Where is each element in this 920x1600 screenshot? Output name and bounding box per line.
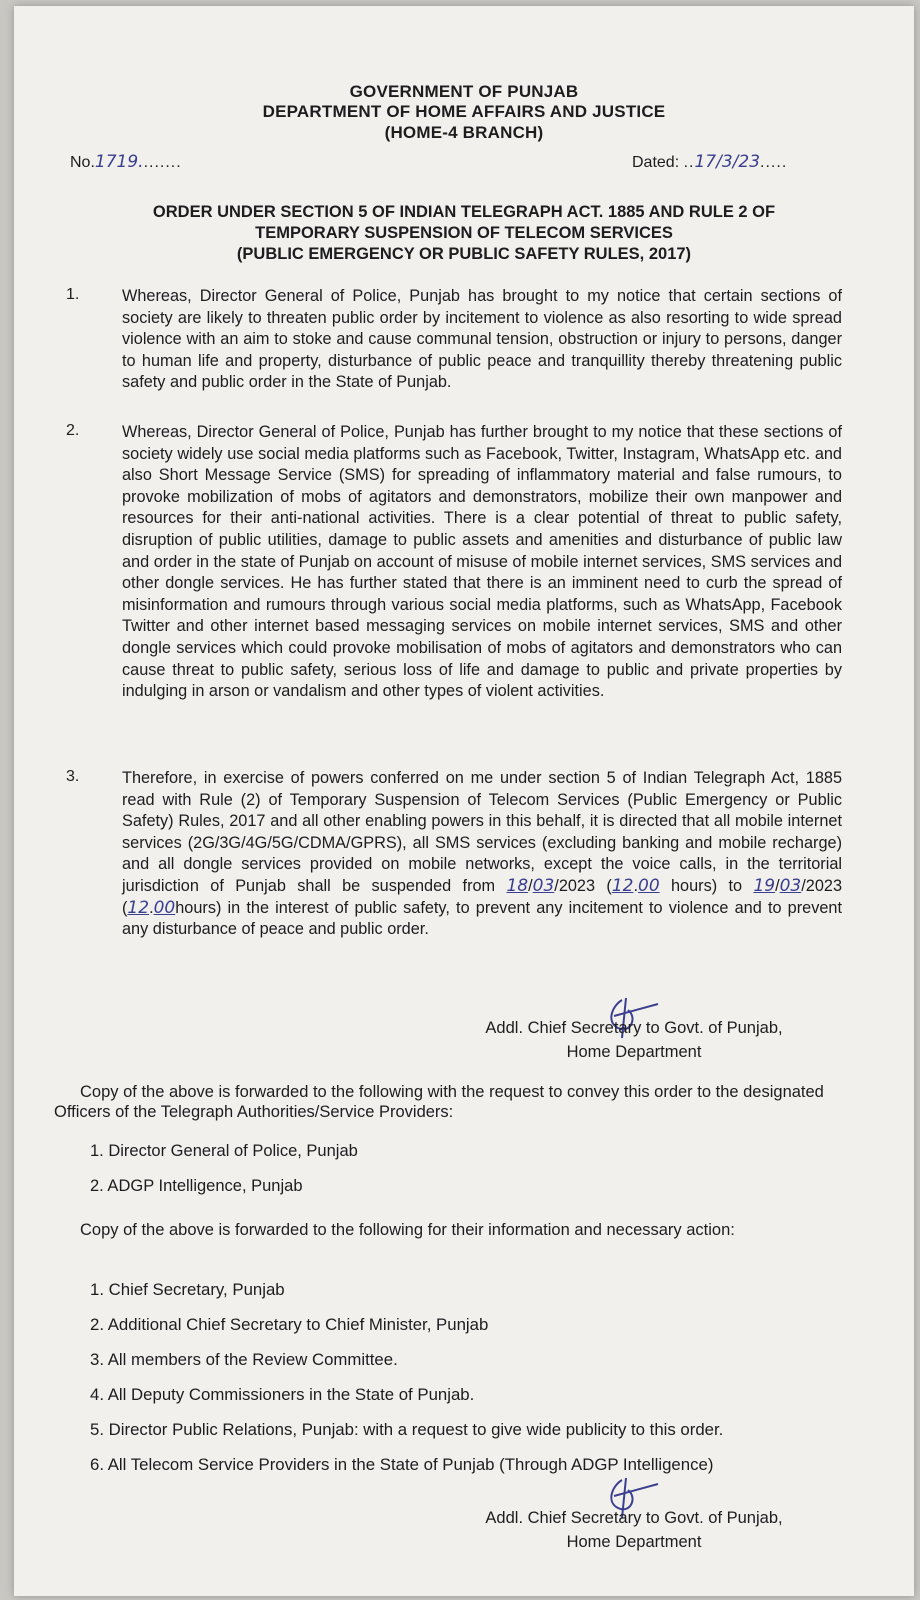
- copy-1-intro: Copy of the above is forwarded to the following with the request to convey this order to the designated Officers of the Telegraph Authorities/Service Providers:: [54, 1083, 824, 1121]
- paragraph-1: Whereas, Director General of Police, Punjab has brought to my notice that certain sections of society are likely to threaten public order by incitement to violence as also resorting to wide spread violence with an aim to stoke and cause communal tension, obstruction or injury to persons, danger to human life and property, disturbance of public peace and tranquillity thereby threatening public safety and public order in the State of Punjab.: [122, 287, 842, 392]
- document-page: [14, 6, 914, 1596]
- header-department: DEPARTMENT OF HOME AFFAIRS AND JUSTICE: [262, 102, 666, 121]
- paragraph-3-number: 3.: [66, 768, 80, 785]
- list-item: 1. Director General of Police, Punjab: [90, 1142, 358, 1160]
- list-item: 6. All Telecom Service Providers in the State of Punjab (Through ADGP Intelligence): [90, 1455, 714, 1474]
- paragraph-1-number: 1.: [66, 286, 80, 303]
- list-item: 1. Chief Secretary, Punjab: [90, 1280, 285, 1299]
- suspension-from-minute: 00: [638, 875, 660, 896]
- signature-block-2: [444, 1506, 824, 1554]
- suspension-to-month: 03: [779, 875, 802, 896]
- suspension-from-month: 03: [532, 875, 555, 896]
- order-title-line-1: ORDER UNDER SECTION 5 OF INDIAN TELEGRAPH ACT. 1885 AND RULE 2 OF: [152, 203, 776, 221]
- copy-2-intro: Copy of the above is forwarded to the following for their information and necessary action:: [80, 1221, 735, 1239]
- date-label: Dated:: [632, 154, 680, 171]
- paragraph-2-number: 2.: [66, 422, 80, 439]
- list-item: 4. All Deputy Commissioners in the State of Punjab.: [90, 1385, 475, 1404]
- reference-number-label: No.: [70, 154, 95, 171]
- suspension-from-hour: 12: [611, 875, 634, 896]
- list-item: 3. All members of the Review Committee.: [90, 1350, 398, 1369]
- date-line: Dated: ..17/3/23.....: [632, 152, 788, 172]
- paragraph-3: Therefore, in exercise of powers conferred on me under section 5 of Indian Telegraph Act, 1885 read with Rule (2) of Temporary Suspension of Telecom Services (Public Emergency or Public Safety) Rules, 2017 and all other enabling powers in this behalf, it is directed that all mobile internet services (2G/3G/4G/5G/CDMA/GPRS), all SMS services (excluding banking and mobile recharge) and all dongle services provided on mobile networks, except the voice calls, in the territorial jurisdiction of Punjab shall be suspended from 18/03/2023 (12.00 hours) to 19/03/2023 (12.00hours) in the interest of public safety, to prevent any incitement to violence and to prevent any disturbance of peace and public order.: [122, 769, 842, 939]
- date-value: 17/3/23: [694, 152, 761, 172]
- suspension-to-hour: 12: [127, 897, 150, 918]
- signature-1-department: Home Department: [566, 1043, 702, 1061]
- suspension-to-minute: 00: [153, 897, 176, 918]
- list-item: 2. ADGP Intelligence, Punjab: [90, 1177, 303, 1195]
- suspension-from-day: 18: [506, 875, 529, 896]
- copy-2-list: [90, 1280, 723, 1490]
- header-government: GOVERNMENT OF PUNJAB: [349, 82, 579, 101]
- list-item: 2. Additional Chief Secretary to Chief Minister, Punjab: [90, 1315, 489, 1334]
- copy-1-list: [90, 1142, 358, 1212]
- reference-number: No.1719........: [70, 152, 182, 172]
- signature-2-department: Home Department: [566, 1533, 702, 1551]
- signature-block-1: [444, 1016, 824, 1064]
- order-title-line-2: TEMPORARY SUSPENSION OF TELECOM SERVICES: [255, 224, 673, 242]
- list-item: 5. Director Public Relations, Punjab: with a request to give wide publicity to this order.: [90, 1420, 724, 1439]
- order-title-line-3: (PUBLIC EMERGENCY OR PUBLIC SAFETY RULES, 2017): [236, 245, 692, 263]
- header-branch: (HOME-4 BRANCH): [384, 123, 544, 142]
- suspension-to-day: 19: [753, 875, 776, 896]
- reference-number-value: 1719.: [94, 152, 144, 172]
- paragraph-2: Whereas, Director General of Police, Punjab has further brought to my notice that these sections of society widely use social media platforms such as Facebook, Twitter, Instagram, WhatsApp etc. and also Short Message Service (SMS) for spreading of inflammatory material and false rumours, to provoke mobilization of mobs of agitators and demonstrators, mobilize their own manpower and resources for their anti-national activities. There is a clear potential of threat to public safety, disruption of public utilities, damage to public assets and amenities and disturbance of public law and order in the state of Punjab on account of misuse of mobile internet services, SMS services and other dongle services. He has further stated that there is an imminent need to curb the spread of misinformation and rumours through various social media platforms, such as WhatsApp, Facebook Twitter and other internet based messaging services on mobile internet services, SMS and other dongle services which could provoke mobilisation of mobs of agitators and demonstrators who can cause threat to public safety, serious loss of life and damage to public and private properties by indulging in arson or vandalism and other types of violent activities.: [122, 423, 842, 701]
- signature-2-title: Addl. Chief Secretary to Govt. of Punjab,: [485, 1509, 783, 1527]
- signature-1-title: Addl. Chief Secretary to Govt. of Punjab,: [485, 1019, 783, 1037]
